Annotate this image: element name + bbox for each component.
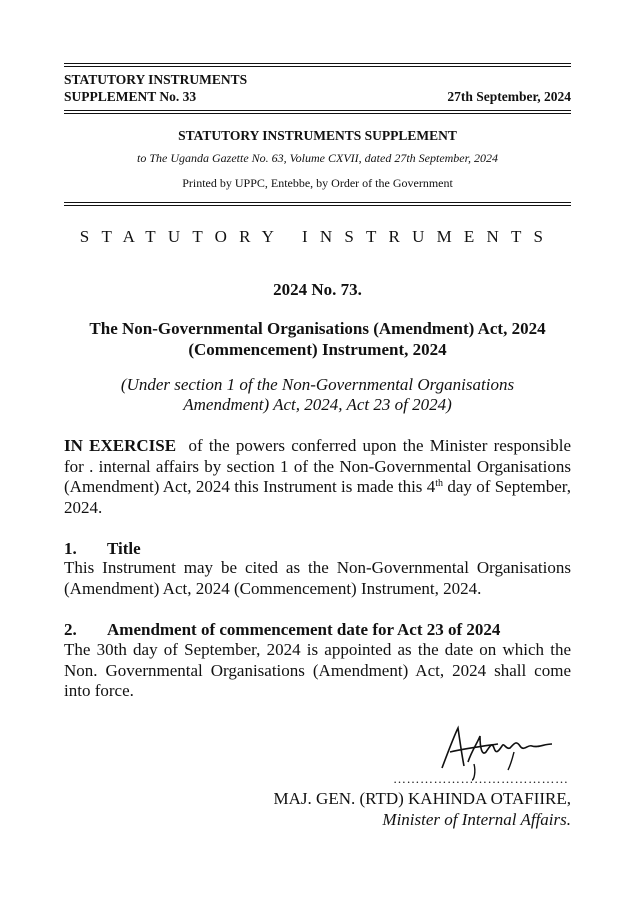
section-2-heading: [64, 620, 500, 640]
preamble-text: of the powers conferred upon the Minister responsible for . internal affairs by section 1 of the Non-Governmental Organisations (Amendment) Act, 2024 this Instrument is made this 4: [64, 436, 572, 496]
section-1-text: This Instrument may be cited as the Non-Governmental Organisations (Amendment) Act, 2024 (Commencement) Instrument, 2024.: [64, 558, 571, 598]
instrument-number: 2024 No. 73.: [273, 280, 362, 299]
section-1-title: Title: [107, 539, 141, 558]
top-rule-inner: [64, 66, 571, 67]
signature-line: …………………………………: [393, 771, 569, 786]
header-rule: [64, 110, 571, 111]
preamble-paragraph: [64, 436, 571, 518]
supplement-rule-inner: [64, 205, 571, 206]
gazette-reference: to The Uganda Gazette No. 63, Volume CXVII, dated 27th September, 2024: [137, 151, 498, 165]
supplement-title: STATUTORY INSTRUMENTS SUPPLEMENT: [178, 128, 457, 143]
preamble-superscript: th: [435, 478, 444, 489]
signatory-name: MAJ. GEN. (RTD) KAHINDA OTAFIIRE,: [273, 789, 571, 808]
header-supplement-no: SUPPLEMENT No. 33: [64, 89, 197, 104]
preamble-lead: IN EXERCISE: [64, 436, 177, 455]
section-1-heading: [64, 539, 141, 559]
signatory-title: Minister of Internal Affairs.: [382, 810, 571, 829]
supplement-rule: [64, 202, 571, 203]
section-2-text: The 30th day of September, 2024 is appointed as the date on which the Non. Governmental Organisations (Amendment) Act, 2024 shall come into force.: [64, 640, 571, 700]
preamble-tail: day of September, 2024.: [64, 477, 571, 517]
printer-line: Printed by UPPC, Entebbe, by Order of the Government: [182, 176, 453, 190]
instrument-title-line2: (Commencement) Instrument, 2024: [188, 340, 447, 359]
header-rule-inner: [64, 113, 571, 114]
header-date: 27th September, 2024: [447, 89, 571, 104]
enabling-provision-line1: (Under section 1 of the Non-Governmental Organisations: [120, 375, 515, 394]
section-2-title: Amendment of commencement date for Act 23 of 2024: [107, 620, 501, 639]
header-line1: STATUTORY INSTRUMENTS: [64, 72, 248, 87]
section-1-number: 1.: [64, 539, 77, 558]
statutory-instruments-heading: STATUTORY INSTRUMENTS: [79, 227, 556, 246]
instrument-title: [64, 318, 571, 360]
enabling-provision-line2: Amendment) Act, 2024, Act 23 of 2024): [183, 395, 452, 414]
enabling-provision: [64, 375, 571, 415]
section-2-number: 2.: [64, 620, 77, 639]
instrument-title-line1: The Non-Governmental Organisations (Amendment) Act, 2024: [89, 319, 546, 338]
top-rule: [64, 63, 571, 64]
